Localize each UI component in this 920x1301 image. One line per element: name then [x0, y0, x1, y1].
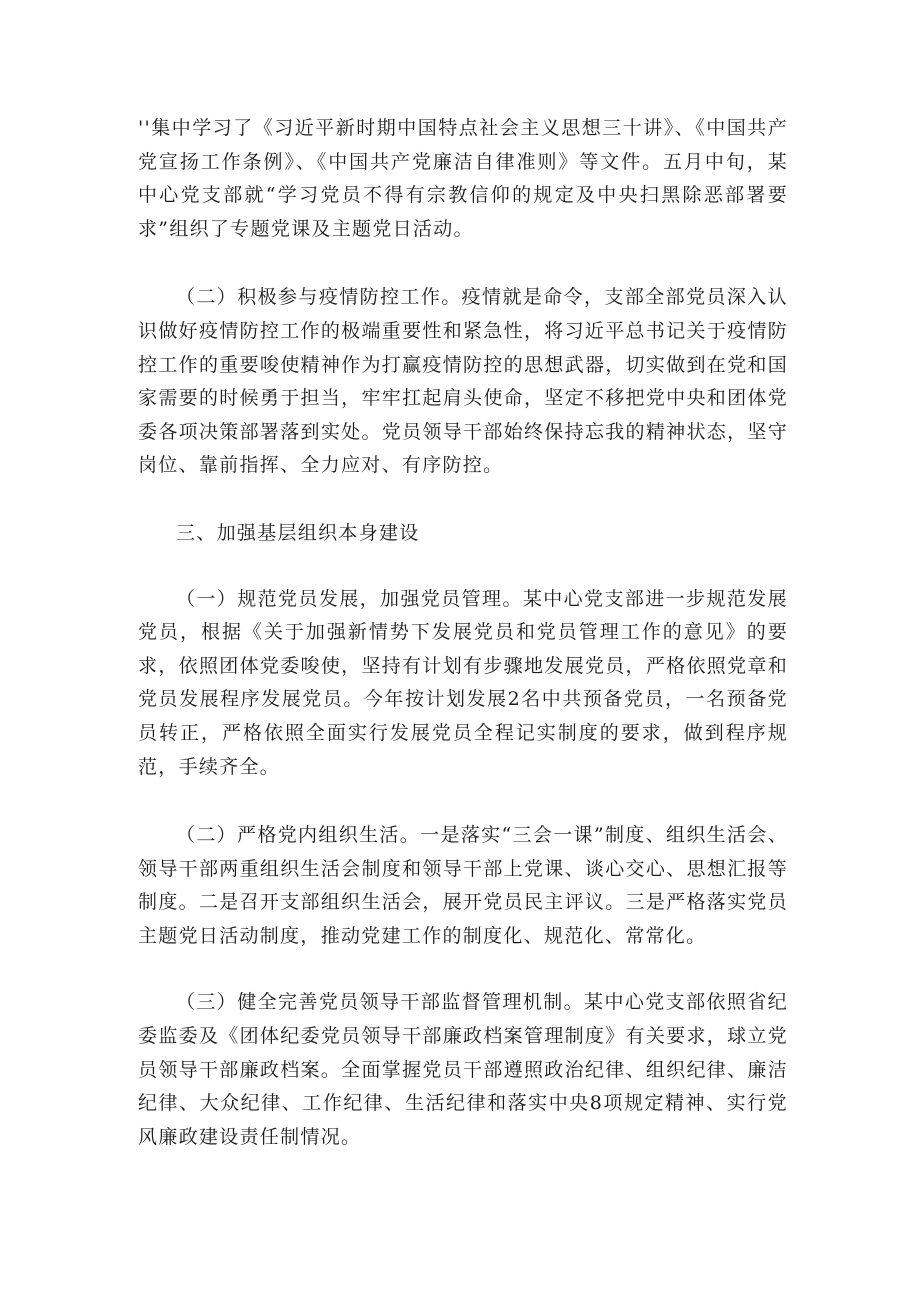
document-body — [138, 112, 788, 1154]
section-heading-grassroots-organization: 三、加强基层组织本身建设 — [176, 521, 420, 544]
paragraph-organizational-life: （二）严格党内组织生活。一是落实“三会一课”制度、组织生活会、领导干部两重组织生活会制度和领导干部上党课、谈心交心、思想汇报等制度。二是召开支部组织生活会，展开党员民主评议。三是严格落实党员主题党日活动制度，推动党建工作的制度化、规范化、常常化。 — [138, 824, 788, 947]
paragraph-member-development: （一）规范党员发展，加强党员管理。某中心党支部进一步规范发展党员，根据《关于加强新情势下发展党员和党员管理工作的意见》的要求，依照团体党委唆使，坚持有计划有步骤地发展党员，严格依照党章和党员发展程序发展党员。今年按计划发展2名中共预备党员，一名预备党员转正，严格依照全面实行发展党员全程记实制度的要求，做到程序规范，手续齐全。 — [138, 587, 788, 778]
paragraph-epidemic-prevention: （二）积极参与疫情防控工作。疫情就是命令，支部全部党员深入认识做好疫情防控工作的极端重要性和紧急性，将习近平总书记关于疫情防控工作的重要唆使精神作为打赢疫情防控的思想武器，切实做到在党和国家需要的时候勇于担当，牢牢扛起肩头使命，坚定不移把党中央和团体党委各项决策部署落到实处。党员领导干部始终保持忘我的精神状态，坚守岗位、靠前指挥、全力应对、有序防控。 — [138, 286, 788, 477]
paragraph-study-continuation: ''集中学习了《习近平新时期中国特点社会主义思想三十讲》、《中国共产党宣扬工作条例》、《中国共产党廉洁自律准则》等文件。五月中旬，某中心党支部就“学习党员不得有宗教信仰的规定及中央扫黑除恶部署要求”组织了专题党课及主题党日活动。 — [138, 117, 788, 240]
paragraph-supervision-mechanism: （三）健全完善党员领导干部监督管理机制。某中心党支部依照省纪委监委及《团体纪委党员领导干部廉政档案管理制度》有关要求，球立党员领导干部廉政档案。全面掌握党员干部遵照政治纪律、组织纪律、廉洁纪律、大众纪律、工作纪律、生活纪律和落实中央8项规定精神、实行党风廉政建设责任制情况。 — [138, 991, 788, 1148]
